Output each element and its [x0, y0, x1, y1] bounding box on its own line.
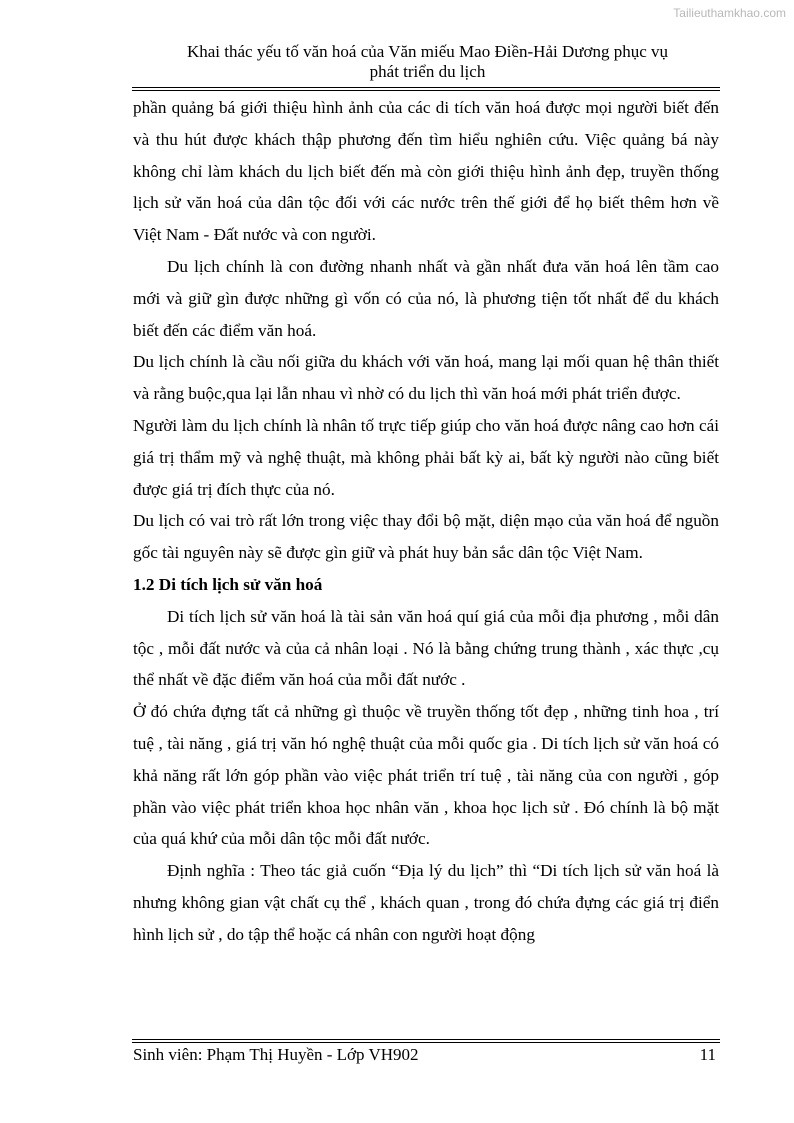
document-body	[133, 92, 719, 951]
footer-author: Sinh viên: Phạm Thị Huyền - Lớp VH902	[133, 1045, 419, 1064]
footer-divider-secondary	[132, 1042, 720, 1043]
header-divider	[132, 87, 720, 88]
body-paragraph: phần quảng bá giới thiệu hình ảnh của các di tích văn hoá được mọi người biết đến và thu hút được khách thập phương đến tìm hiểu nghiên cứu. Việc quảng bá này không chỉ làm khách du lịch biết đến mà còn giới thiệu hình ảnh đẹp, truyền thống lịch sử văn hoá của dân tộc đối với các nước trên thế giới để họ biết thêm hơn về Việt Nam - Đất nước và con người.	[133, 98, 719, 245]
header-divider-secondary	[132, 90, 720, 91]
section-heading: 1.2 Di tích lịch sử văn hoá	[133, 574, 323, 594]
body-paragraph: Du lịch chính là con đường nhanh nhất và gần nhất đưa văn hoá lên tầm cao mới và giữ gìn được những gì vốn có của nó, là phương tiện tốt nhất để du khách biết đến các điểm văn hoá.	[133, 256, 719, 340]
page-header	[135, 42, 720, 82]
header-title-line-1: Khai thác yếu tố văn hoá của Văn miếu Mao Điền-Hải Dương phục vụ	[186, 42, 668, 61]
body-paragraph: Du lịch có vai trò rất lớn trong việc thay đổi bộ mặt, diện mạo của văn hoá để nguồn gốc tài nguyên này sẽ được gìn giữ và phát huy bản sắc dân tộc Việt Nam.	[133, 511, 719, 563]
footer-divider	[132, 1039, 720, 1040]
body-paragraph: Di tích lịch sử văn hoá là tài sản văn hoá quí giá của mỗi địa phương , mỗi dân tộc , mỗi đất nước và của cả nhân loại . Nó là bằng chứng trung thành , xác thực ,cụ thể nhất về đặc điểm văn hoá của mỗi đất nước .	[133, 606, 719, 690]
body-paragraph: Định nghĩa : Theo tác giả cuốn “Địa lý du lịch” thì “Di tích lịch sử văn hoá là nhưng không gian vật chất cụ thể , khách quan , trong đó chứa đựng các giá trị điển hình lịch sử , do tập thể hoặc cá nhân con người hoạt động	[133, 861, 719, 944]
body-paragraph: Người làm du lịch chính là nhân tố trực tiếp giúp cho văn hoá được nâng cao hơn cái giá trị thẩm mỹ và nghệ thuật, mà không phải bất kỳ ai, bất kỳ người nào cũng biết được giá trị đích thực của nó.	[133, 415, 719, 499]
body-paragraph: Du lịch chính là cầu nối giữa du khách với văn hoá, mang lại mối quan hệ thân thiết và rằng buộc,qua lại lẫn nhau vì nhờ có du lịch thì văn hoá mới phát triển được.	[133, 352, 719, 404]
watermark: Tailieuthamkhao.com	[673, 6, 786, 20]
page-number: 11	[699, 1045, 716, 1064]
header-title-line-2: phát triển du lịch	[369, 62, 486, 81]
body-paragraph: Ở đó chứa đựng tất cả những gì thuộc về truyền thống tốt đẹp , những tinh hoa , trí tuệ , tài năng , giá trị văn hó nghệ thuật của mỗi quốc gia . Di tích lịch sử văn hoá có khả năng rất lớn góp phần vào việc phát triển trí tuệ , tài năng của con người , góp phần vào việc phát triển khoa học nhân văn , khoa học lịch sử . Đó chính là bộ mặt của quá khứ của mỗi dân tộc mỗi đất nước.	[133, 702, 719, 849]
